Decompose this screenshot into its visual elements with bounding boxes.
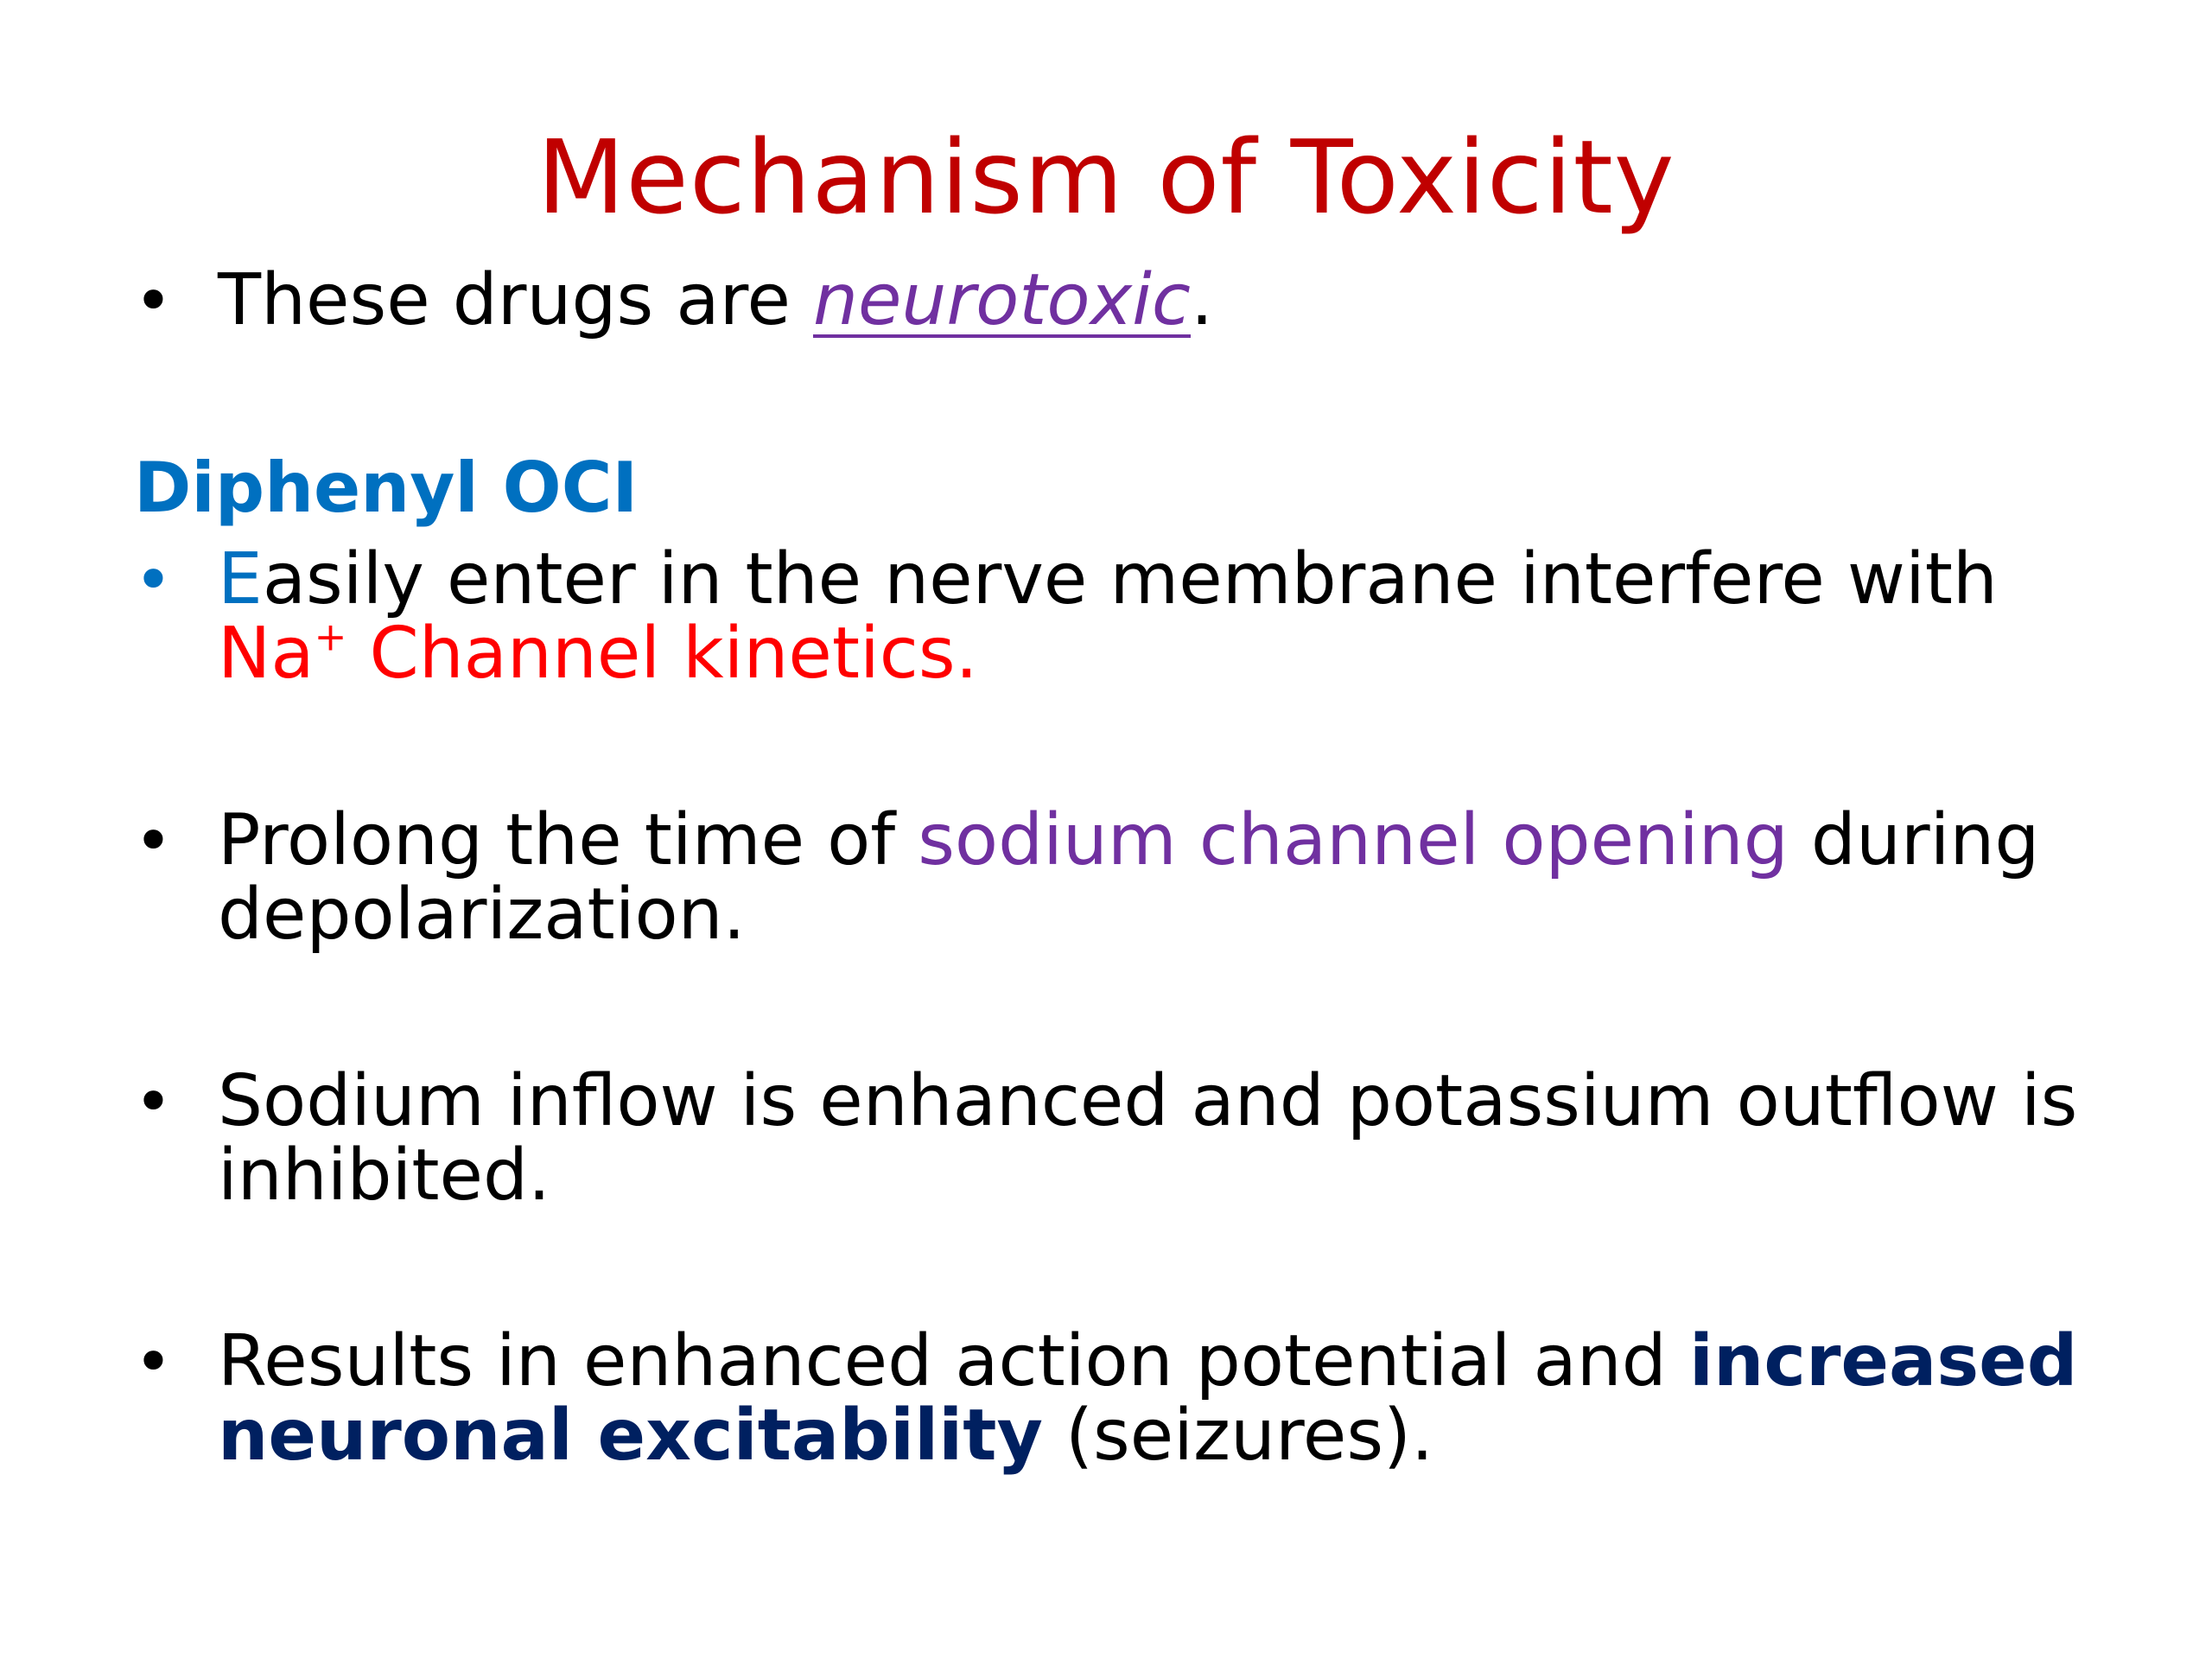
bullet-text-5-line-2	[218, 1395, 2101, 1477]
bullet-2-line-2-rest: Channel kinetics.	[346, 613, 978, 695]
bullet-dot: •	[134, 1323, 173, 1400]
bullet-2-first-letter: E	[218, 538, 263, 620]
bullet-2-line-1-rest: asily enter in the nerve membrane interfere with	[262, 538, 1998, 620]
neuronal-excitability-bold: neuronal excitability	[218, 1395, 1043, 1477]
bullet-text-3-line-2: depolarization.	[218, 874, 746, 956]
bullet-3-text-after: during	[1788, 799, 2040, 881]
bullet-text-1	[218, 259, 2101, 341]
bullet-text-2-line-2	[218, 613, 2101, 695]
increased-bold: increased	[1688, 1320, 2078, 1402]
bullet-text-2-line-1	[218, 538, 2101, 620]
sodium-channel-highlight: sodium channel opening	[918, 799, 1789, 881]
slide-title: Mechanism of Toxicity	[537, 118, 1675, 237]
bullet-3-text-before: Prolong the time of	[218, 799, 918, 881]
bullet-dot: •	[134, 1063, 173, 1140]
bullet-dot: •	[134, 262, 173, 339]
bullet-1-text-after: .	[1191, 259, 1214, 341]
plus-superscript: +	[314, 613, 347, 660]
bullet-text-4-line-2: inhibited.	[218, 1135, 551, 1217]
bullet-1-text-before: These drugs are	[218, 259, 813, 341]
bullet-text-3-line-1	[218, 799, 2101, 881]
sodium-symbol: Na	[218, 613, 315, 695]
bullet-dot: •	[134, 541, 173, 618]
subheading: Diphenyl OCI	[134, 448, 639, 528]
bullet-dot: •	[134, 802, 173, 879]
bullet-5-text-after: (seizures).	[1042, 1395, 1434, 1477]
bullet-5-text-before: Results in enhanced action potential and	[218, 1320, 1689, 1402]
neurotoxic-link[interactable]: neurotoxic	[813, 259, 1191, 341]
bullet-text-4-line-1: Sodium inflow is enhanced and potassium outflow is	[218, 1060, 2078, 1142]
bullet-text-5-line-1	[218, 1320, 2101, 1402]
